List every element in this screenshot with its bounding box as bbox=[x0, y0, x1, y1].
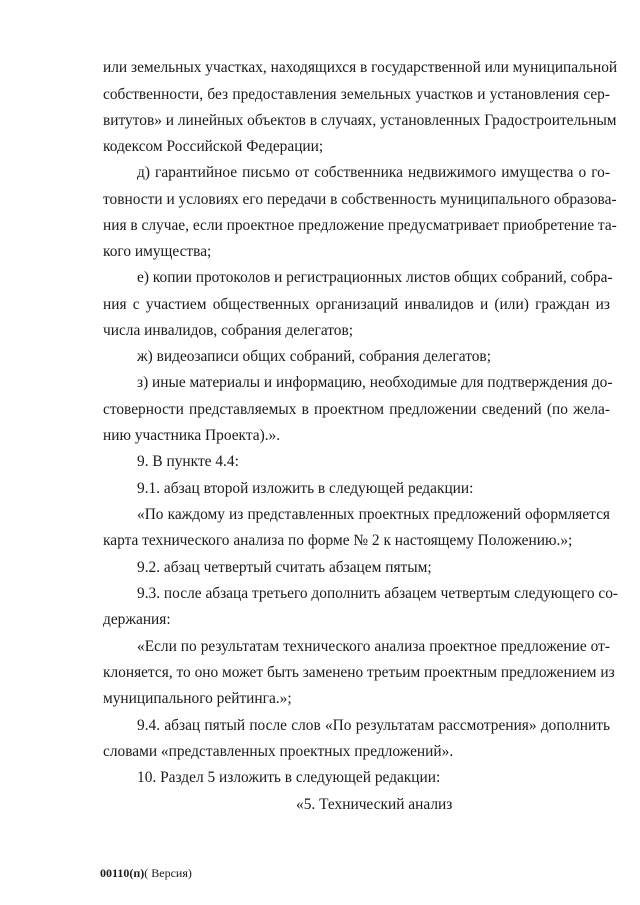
text-line: ния в случае, если проектное предложение предусматривает приобретение та- bbox=[103, 217, 617, 234]
text-line: 9.4. абзац пятый после слов «По результатам рассмотрения» дополнить bbox=[137, 717, 610, 734]
text-line: з) иные материалы и информацию, необходимые для подтверждения до- bbox=[137, 374, 613, 391]
text-line: е) копии протоколов и регистрационных листов общих собраний, собра- bbox=[137, 269, 613, 286]
text-line: держания: bbox=[103, 611, 171, 628]
text-line: ния с участием общественных организаций инвалидов и (или) граждан из bbox=[103, 296, 610, 313]
text-line: витутов» и линейных объектов в случаях, установленных Градостроительным bbox=[103, 112, 617, 129]
text-line: «Если по результатам технического анализа проектное предложение от- bbox=[137, 638, 610, 655]
text-line: д) гарантийное письмо от собственника недвижимого имущества о го- bbox=[137, 164, 610, 181]
section-heading: «5. Технический анализ bbox=[296, 796, 453, 813]
text-line: 9.3. после абзаца третьего дополнить абзацем четвертым следующего со- bbox=[137, 585, 619, 602]
text-line: товности и условиях его передачи в собственность муниципального образова- bbox=[103, 191, 617, 208]
text-line: нию участника Проекта).». bbox=[103, 427, 281, 444]
text-line: или земельных участках, находящихся в государственной или муниципальной bbox=[103, 59, 618, 76]
text-line: стоверности представляемых в проектном предложении сведений (по жела- bbox=[103, 401, 610, 418]
text-line: карта технического анализа по форме № 2 к настоящему Положению.»; bbox=[103, 532, 573, 549]
text-line: муниципального рейтинга.»; bbox=[103, 690, 292, 707]
footer-code: 00110(п) bbox=[100, 866, 145, 880]
text-line: собственности, без предоставления земельных участков и установления сер- bbox=[103, 86, 610, 103]
text-line: 10. Раздел 5 изложить в следующей редакции: bbox=[137, 769, 441, 786]
text-line: клоняется, то оно может быть заменено третьим проектным предложением из bbox=[103, 664, 615, 681]
text-line: словами «представленных проектных предложений». bbox=[103, 743, 454, 760]
text-line: 9. В пункте 4.4: bbox=[137, 453, 239, 470]
text-line: ж) видеозаписи общих собраний, собрания делегатов; bbox=[137, 348, 491, 365]
text-line: 9.2. абзац четвертый считать абзацем пятым; bbox=[137, 559, 432, 576]
text-line: числа инвалидов, собрания делегатов; bbox=[103, 322, 354, 339]
text-line: «По каждому из представленных проектных предложений оформляется bbox=[137, 506, 610, 523]
text-line: кого имущества; bbox=[103, 243, 212, 260]
text-line: кодексом Российской Федерации; bbox=[103, 138, 324, 155]
footer-version: ( Версия) bbox=[144, 866, 192, 880]
document-footer bbox=[100, 866, 192, 881]
text-line: 9.1. абзац второй изложить в следующей редакции: bbox=[137, 480, 474, 497]
